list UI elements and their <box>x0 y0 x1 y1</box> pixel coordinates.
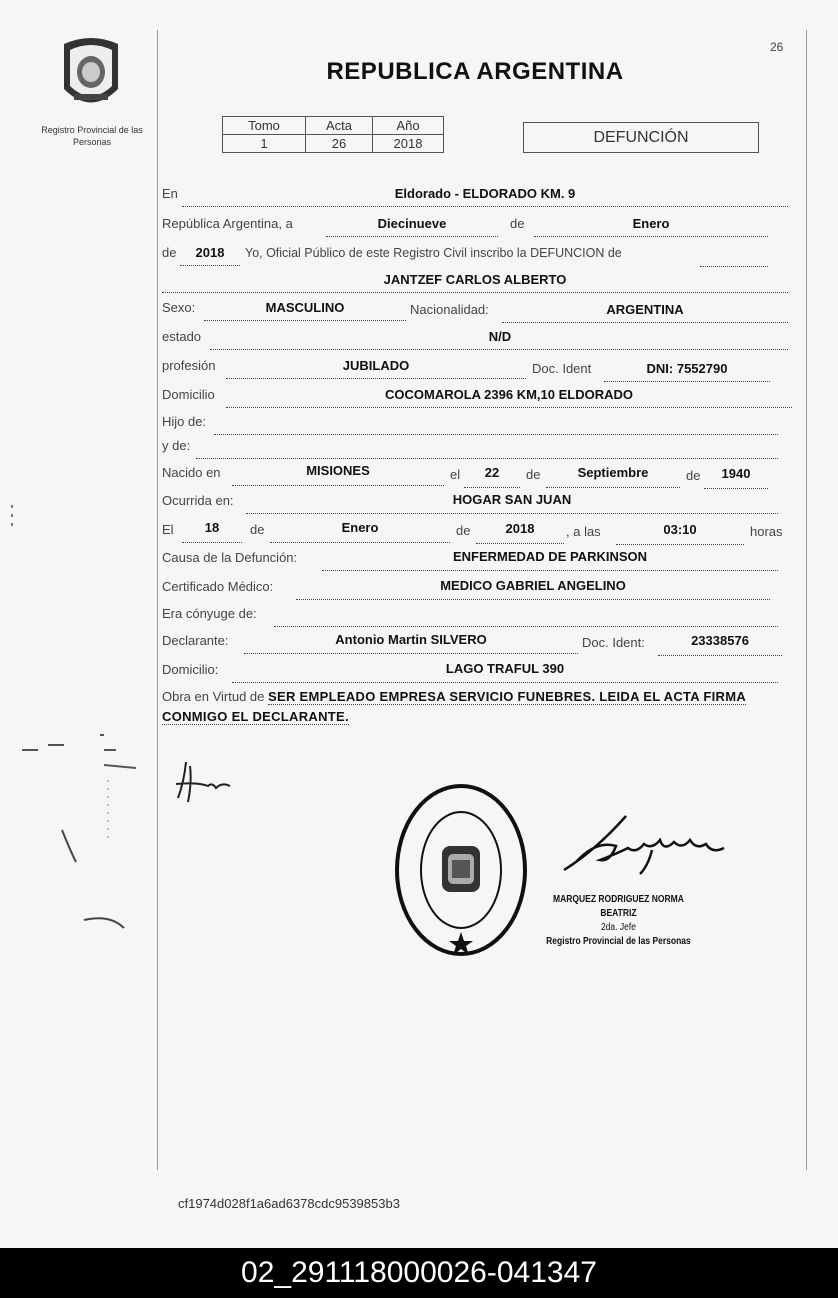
de-label: de <box>510 216 525 231</box>
obra-text: SER EMPLEADO EMPRESA SERVICIO FUNEBRES. LEIDA EL ACTA FIRMA CONMIGO EL DECLARANTE. <box>162 689 747 724</box>
registry-header: Acta <box>306 117 373 135</box>
official-line <box>700 248 768 267</box>
right-margin-line <box>806 30 807 1170</box>
document-hash: cf1974d028f1a6ad6378cdc9539853b3 <box>178 1196 400 1211</box>
declarante-value: Antonio Martin SILVERO <box>335 632 487 647</box>
birth-de1-label: de <box>526 467 541 482</box>
death-el-label: El <box>162 522 174 537</box>
nacionalidad-value: ARGENTINA <box>606 302 684 317</box>
registry-table <box>222 116 444 153</box>
birth-year: 1940 <box>721 466 751 481</box>
death-year: 2018 <box>505 521 535 536</box>
birth-day: 22 <box>484 465 500 480</box>
official-agency: Registro Provincial de las Personas <box>546 936 691 947</box>
profesion-value: JUBILADO <box>342 358 410 373</box>
death-month: Enero <box>341 520 379 535</box>
decl-doc-label: Doc. Ident: <box>582 635 645 650</box>
yde-line <box>196 440 778 459</box>
seal-emblem-icon <box>442 846 480 892</box>
causa-value: ENFERMEDAD DE PARKINSON <box>452 549 648 564</box>
estado-value: N/D <box>488 329 512 344</box>
hijo-line <box>214 416 778 435</box>
registry-value: 1 <box>223 135 306 153</box>
scan-marks <box>0 0 160 1000</box>
registry-header: Año <box>373 117 444 135</box>
decl-domicilio-label: Domicilio: <box>162 662 219 677</box>
registry-value: 2018 <box>373 135 444 153</box>
hijo-label: Hijo de: <box>162 414 207 429</box>
official-text: Yo, Oficial Público de este Registro Civil inscribo la DEFUNCION de <box>245 246 622 260</box>
death-day: 18 <box>204 520 220 535</box>
nacido-value: MISIONES <box>306 463 370 478</box>
official-role: 2da. Jefe <box>600 922 636 933</box>
decl-domicilio-value: LAGO TRAFUL 390 <box>445 661 565 676</box>
ocurrida-label: Ocurrida en: <box>162 493 234 508</box>
conyuge-label: Era cónyuge de: <box>162 606 257 621</box>
obra-label: Obra en Virtud de <box>162 689 265 704</box>
page-number: 26 <box>770 40 784 54</box>
republica-label: República Argentina, a <box>162 216 293 231</box>
yde-label: y de: <box>162 438 191 453</box>
en-label: En <box>162 186 178 201</box>
domicilio-value: COCOMAROLA 2396 KM,10 ELDORADO <box>385 387 633 402</box>
domicilio-label: Domicilio <box>162 387 215 402</box>
official-name: MARQUEZ RODRIGUEZ NORMA BEATRIZ <box>553 894 684 919</box>
certificado-label: Certificado Médico: <box>162 579 274 594</box>
deceased-name: JANTZEF CARLOS ALBERTO <box>383 272 567 287</box>
declarante-label: Declarante: <box>162 633 229 648</box>
certificado-value: MEDICO GABRIEL ANGELINO <box>440 578 626 593</box>
causa-label: Causa de la Defunción: <box>162 550 298 565</box>
conyuge-line <box>274 608 778 627</box>
obra-paragraph <box>162 687 798 727</box>
profesion-label: profesión <box>162 358 216 373</box>
country-title: REPUBLICA ARGENTINA <box>326 58 624 85</box>
death-de2-label: de <box>456 523 471 538</box>
death-time: 03:10 <box>663 522 697 537</box>
alas-label: , a las <box>566 524 601 539</box>
ocurrida-value: HOGAR SAN JUAN <box>452 492 572 507</box>
registry-value: 26 <box>306 135 373 153</box>
footer-id-bar: 02_291118000026-041347 <box>0 1248 838 1298</box>
place-value: Eldorado - ELDORADO KM. 9 <box>394 186 576 201</box>
registry-header: Tomo <box>223 117 306 135</box>
month-value: Enero <box>632 216 670 231</box>
death-de1-label: de <box>250 522 265 537</box>
horas-label: horas <box>750 524 783 539</box>
year-value: 2018 <box>195 245 225 260</box>
decl-doc-value: 23338576 <box>691 633 749 648</box>
doc-ident-label: Doc. Ident <box>532 361 592 376</box>
official-block <box>536 893 701 949</box>
nacido-label: Nacido en <box>162 465 221 480</box>
estado-label: estado <box>162 329 202 344</box>
registry-seal <box>392 782 530 958</box>
sexo-label: Sexo: <box>162 300 196 315</box>
doc-ident-value: DNI: 7552790 <box>646 361 728 376</box>
year-de-label: de <box>162 245 177 260</box>
birth-de2-label: de <box>686 468 701 483</box>
record-type-box: DEFUNCIÓN <box>523 122 759 153</box>
day-written-value: Diecinueve <box>377 216 447 231</box>
el-label: el <box>450 467 461 482</box>
agency-name: Registro Provincial de las Personas <box>41 125 143 147</box>
nacionalidad-label: Nacionalidad: <box>410 302 489 317</box>
sexo-value: MASCULINO <box>265 300 345 315</box>
declarant-signature <box>168 752 238 812</box>
birth-month: Septiembre <box>577 465 649 480</box>
official-signature <box>556 810 736 880</box>
